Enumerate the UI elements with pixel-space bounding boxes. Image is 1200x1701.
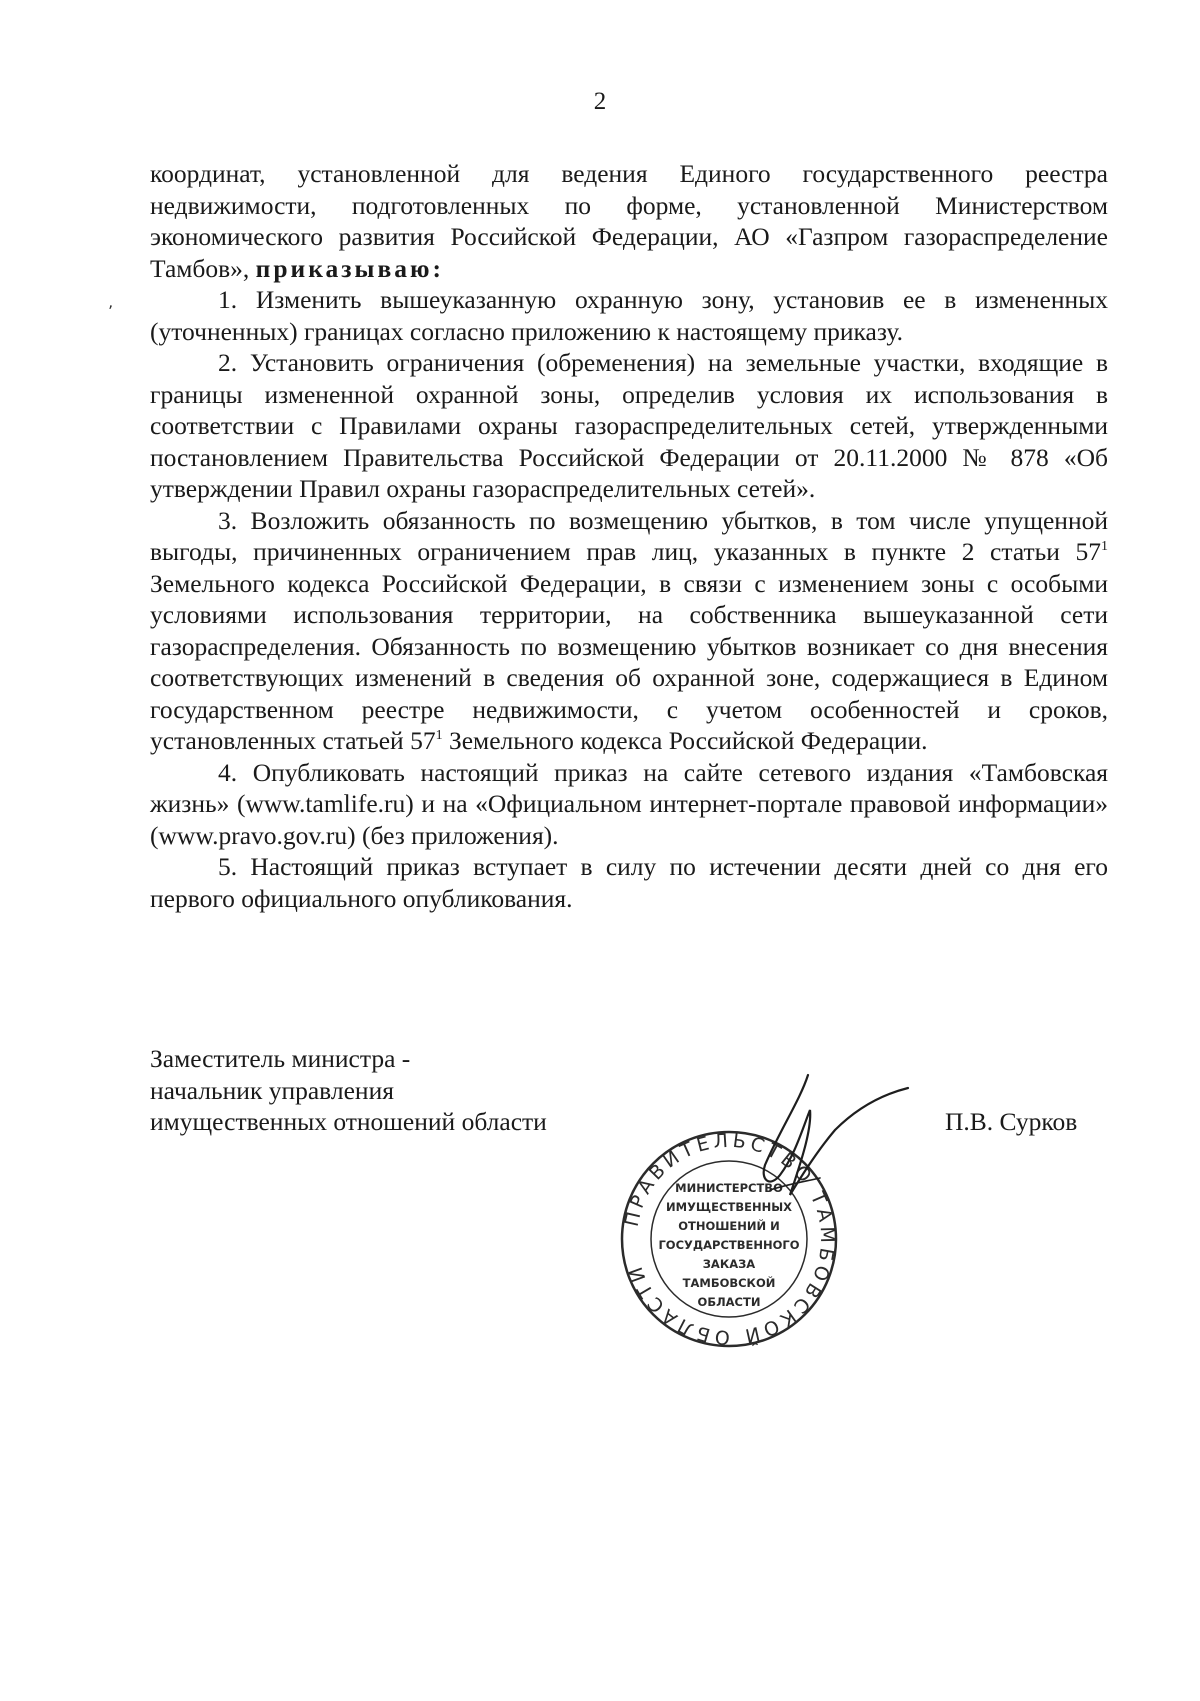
paragraph-item-3-part3: Земельного кодекса Российской Федерации.: [442, 726, 928, 755]
seal-inner-line-7: ОБЛАСТИ: [697, 1295, 761, 1309]
article-superscript: 1: [1101, 539, 1108, 554]
seal-outer-text-content: ПРАВИТЕЛЬСТВО ТАМБОВСКОЙ ОБЛАСТИ: [620, 1129, 839, 1349]
seal-inner-line-1: МИНИСТЕРСТВО: [675, 1181, 783, 1195]
page-number: 2: [593, 88, 607, 115]
paragraph-item-2: 2. Установить ограничения (обременения) на земельные участки, входящие в границы измененной охранной зоны, определив условия их использования в соответствии с Правилами охраны газораспределительных сетей, утвержденными постановлением Правительства Российской Федерации от 20.11.2000 № 878 «Об утверждении Правил охраны газораспределительных сетей».: [150, 348, 1108, 503]
paragraph-item-4: 4. Опубликовать настоящий приказ на сайте сетевого издания «Тамбовская жизнь» (www.tamlife.ru) и на «Официальном интернет-портале правовой информации» (www.pravo.gov.ru) (без приложения).: [150, 757, 1108, 850]
paragraph-item-3: [150, 505, 1108, 757]
seal-inner-line-6: ТАМБОВСКОЙ: [682, 1276, 776, 1290]
article-superscript: 1: [435, 728, 443, 743]
signatory-position: [150, 1043, 547, 1138]
handwritten-signature: [740, 1070, 910, 1210]
signatory-name: П.В. Сурков: [945, 1107, 1078, 1136]
paragraph-intro: [150, 158, 1108, 284]
document-body: [150, 158, 1108, 914]
position-line-2: начальник управления: [150, 1075, 394, 1105]
seal-inner-line-2: ИМУЩЕСТВЕННЫХ: [666, 1200, 792, 1214]
seal-inner-line-5: ЗАКАЗА: [702, 1257, 756, 1271]
paragraph-item-1: 1. Изменить вышеуказанную охранную зону, установив ее в измененных (уточненных) границах согласно приложению к настоящему приказу.: [150, 285, 1108, 346]
paragraph-item-5: 5. Настоящий приказ вступает в силу по истечении десяти дней со дня его первого официального опубликования.: [150, 852, 1108, 913]
decree-word: приказываю:: [255, 253, 444, 283]
paragraph-intro-text: координат, установленной для ведения Единого государственного реестра недвижимости, подготовленных по форме, установленной Министерством экономического развития Российской Федерации, АО «Газпром газораспределение Тамбов»,: [150, 159, 1108, 283]
seal-inner-line-4: ГОСУДАРСТВЕННОГО: [658, 1238, 800, 1252]
seal-inner-line-3: ОТНОШЕНИЙ И: [678, 1219, 780, 1233]
position-line-3: имущественных отношений области: [150, 1107, 547, 1136]
paragraph-item-3-part1: 3. Возложить обязанность по возмещению убытков, в том числе упущенной выгоды, причиненных ограничением прав лиц, указанных в пункте 2 статьи 57: [150, 505, 1108, 566]
position-line-1: Заместитель министра -: [150, 1044, 411, 1073]
paragraph-item-3-part2: Земельного кодекса Российской Федерации, в связи с изменением зоны с особыми условиями использования территории, на собственника вышеуказанной сети газораспределения. Обязанность по возмещению убытков возникает со дня внесения соответствующих изменений в сведения об охранной зоне, содержащиеся в Едином государственном реестре недвижимости, с учетом особенностей и сроков, установленных статьей 57: [150, 568, 1108, 755]
margin-mark: ٬: [108, 304, 114, 321]
